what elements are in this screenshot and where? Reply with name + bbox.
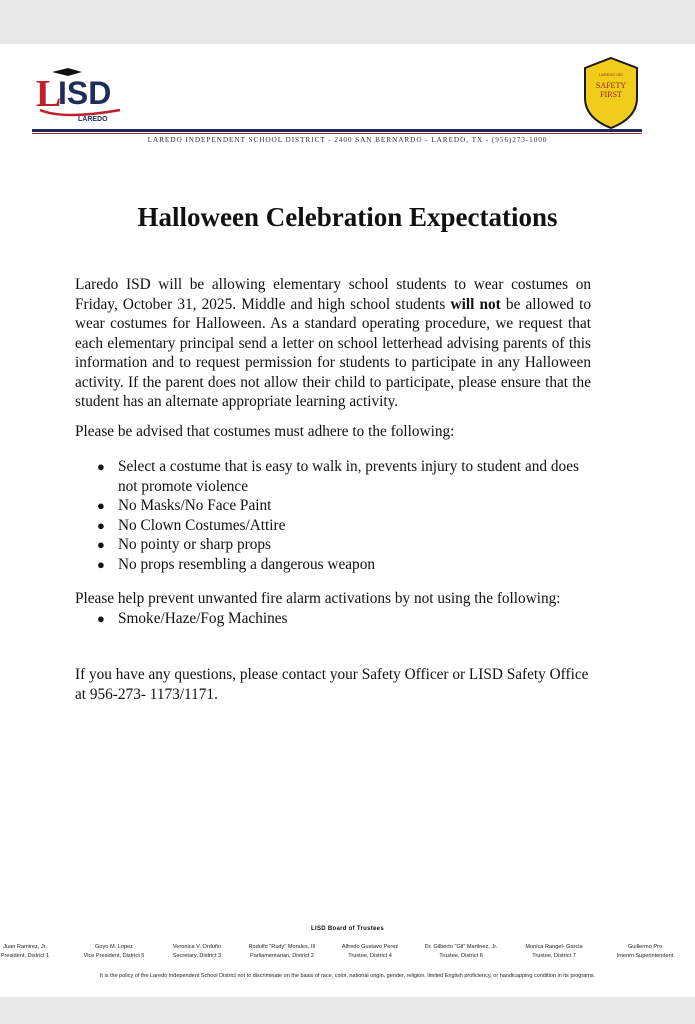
member-name: Veronica V. Orduño	[172, 944, 222, 950]
member-name: Dr. Gilberto "Gil" Martinez, Jr.	[424, 944, 498, 950]
list-item-text: No pointy or sharp props	[118, 536, 271, 553]
board-member	[158, 943, 236, 961]
bullet-icon: ●	[97, 498, 105, 513]
member-role: Vice President, District 5	[83, 953, 145, 959]
intro-paragraph	[75, 275, 591, 412]
list-item-text: Select a costume that is easy to walk in, prevents injury to student and does not promote violence	[118, 458, 579, 495]
member-name: Guillermo Pro	[627, 944, 663, 950]
safety-first-badge	[581, 56, 641, 130]
bullet-icon: ●	[97, 556, 105, 572]
badge-line2: FIRST	[600, 90, 622, 99]
badge-line1: SAFETY	[595, 81, 627, 90]
logo-letter-l: L	[36, 73, 62, 115]
board-member	[74, 943, 154, 961]
board-member	[238, 943, 326, 961]
member-role: Trustee, District 6	[439, 953, 483, 959]
member-role: Parliamentarian, District 2	[249, 953, 315, 959]
member-role: Secretary, District 3	[172, 953, 222, 959]
bullet-icon: ●	[97, 517, 105, 533]
costume-rules-list	[75, 457, 591, 574]
bullet-icon: ●	[97, 610, 105, 626]
list-item	[97, 609, 591, 629]
list-item-text: No props resembling a dangerous weapon	[118, 555, 376, 573]
board-member	[414, 943, 508, 961]
list-item	[97, 555, 591, 575]
board-member	[514, 943, 594, 961]
member-role: Interim Superintendent	[616, 953, 674, 959]
board-of-trustees	[0, 943, 695, 963]
header-rule-red	[32, 133, 642, 134]
letter-body	[75, 275, 591, 704]
board-member	[600, 943, 690, 961]
member-name: Goyo M. Lopez	[95, 944, 133, 950]
member-role: President, District 1	[0, 953, 50, 959]
board-member	[332, 943, 408, 961]
bullet-icon: ●	[97, 537, 105, 552]
fire-intro: Please help prevent unwanted fire alarm activations by not using the following:	[75, 590, 561, 607]
badge-top-text: LAREDO ISD	[598, 72, 624, 77]
member-name: Rodolfo "Rudy" Morales, III	[248, 944, 316, 950]
nondiscrimination-policy: It is the policy of the Laredo Independent School District not to discriminate on the basis of race, color, national origin, gender, religion, limited English proficiency, or handicapping condition in its programs.	[99, 973, 596, 979]
member-name: Juan Ramirez, Jr.	[3, 944, 47, 950]
member-role: Trustee, District 7	[532, 953, 576, 959]
district-address: LAREDO INDEPENDENT SCHOOL DISTRICT - 2400 SAN BERNARDO - LAREDO, TX - (956)273-1000	[147, 135, 548, 144]
board-title: LISD Board of Trustees	[311, 926, 384, 932]
letter-title: Halloween Celebration Expectations	[137, 202, 558, 232]
costume-intro: Please be advised that costumes must adhere to the following:	[75, 422, 455, 440]
bullet-icon: ●	[97, 459, 105, 474]
member-role: Trustee, District 4	[348, 953, 392, 959]
list-item-text: No Clown Costumes/Attire	[118, 516, 286, 534]
intro-text-2: be allowed to wear costumes for Halloween. As a standard operating procedure, we request that each elementary principal send a letter on school letterhead advising parents of this information and to request permission for students to participate in any Halloween activity. If the parent does not allow their child to participate, please ensure that the student has an alternate appropriate learning activity.	[75, 295, 591, 410]
member-name: Monica Rangel- Garcia	[525, 944, 583, 950]
board-member	[0, 943, 60, 961]
logo-letters-isd: ISD	[58, 75, 112, 111]
member-name: Alfredo Gustavo Perez	[341, 944, 399, 950]
list-item	[97, 535, 591, 555]
contact-paragraph: If you have any questions, please contact your Safety Officer or LISD Safety Office at 956-273- 1173/1171.	[75, 666, 589, 703]
intro-text-1: Laredo ISD will be allowing elementary school students to wear costumes on Friday, October 31, 2025. Middle and high school students	[75, 276, 591, 313]
header-rule-navy	[32, 129, 642, 132]
intro-emphasis: will not	[450, 295, 501, 313]
letter-page	[0, 44, 695, 997]
list-item-text: No Masks/No Face Paint	[118, 497, 272, 514]
lisd-logo	[34, 66, 126, 124]
list-item	[97, 516, 591, 536]
list-item	[97, 457, 591, 496]
list-item	[97, 496, 591, 516]
logo-sub-text: LAREDO	[78, 116, 108, 123]
list-item-text: Smoke/Haze/Fog Machines	[118, 609, 288, 627]
fire-rules-list	[75, 609, 591, 629]
